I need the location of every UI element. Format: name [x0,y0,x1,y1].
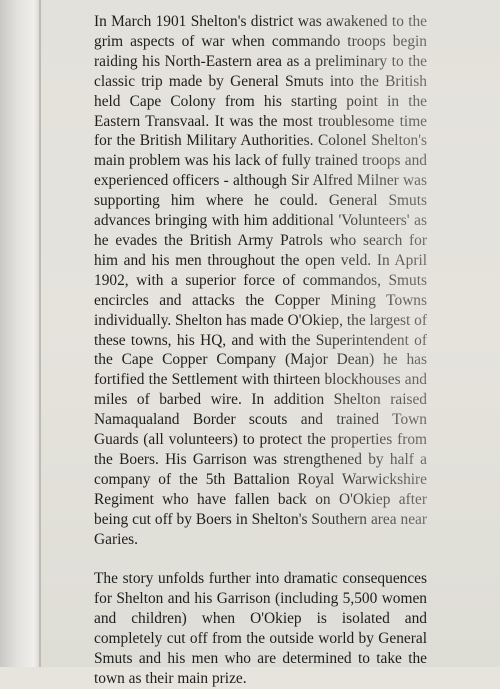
paragraph-2: The story unfolds further into dramatic consequences for Shelton and his Garrison (including 5,500 women and children) when O'Okiep is isolated and completely cut off from the outside world by General Smuts and his men who are determined to take the town as their main prize. [94,570,427,687]
body-text [94,12,427,689]
paragraph-1: In March 1901 Shelton's district was awakened to the grim aspects of war when commando troops begin raiding his North-Eastern area as a preliminary to the classic trip made by General Smuts into the British held Cape Colony from his starting point in the Eastern Transvaal. It was the most troublesome time for the British Military Authorities. Colonel Shelton's main problem was his lack of fully trained troops and experienced officers - although Sir Alfred Milner was supporting him where he could. General Smuts advances bringing with him additional 'Volunteers' as he evades the British Army Patrols who search for him and his men throughout the open veld. In April 1902, with a superior force of commandos, Smuts encircles and attacks the Copper Mining Towns individually. Shelton has made O'Okiep, the largest of these towns, his HQ, and with the Superintendent of the Cape Copper Company (Major Dean) he has fortified the Settlement with thirteen blockhouses and miles of barbed wire. In addition Shelton raised Namaqualand Border scouts and trained Town Guards (all volunteers) to protect the properties from the Boers. His Garrison was strengthened by half a company of the 5th Battalion Royal Warwickshire Regiment who have fallen back on O'Okiep after being cut off by Boers in Shelton's Southern area near Garies. [94,13,427,548]
printed-page [41,0,500,687]
page-margin-strip [0,0,40,667]
